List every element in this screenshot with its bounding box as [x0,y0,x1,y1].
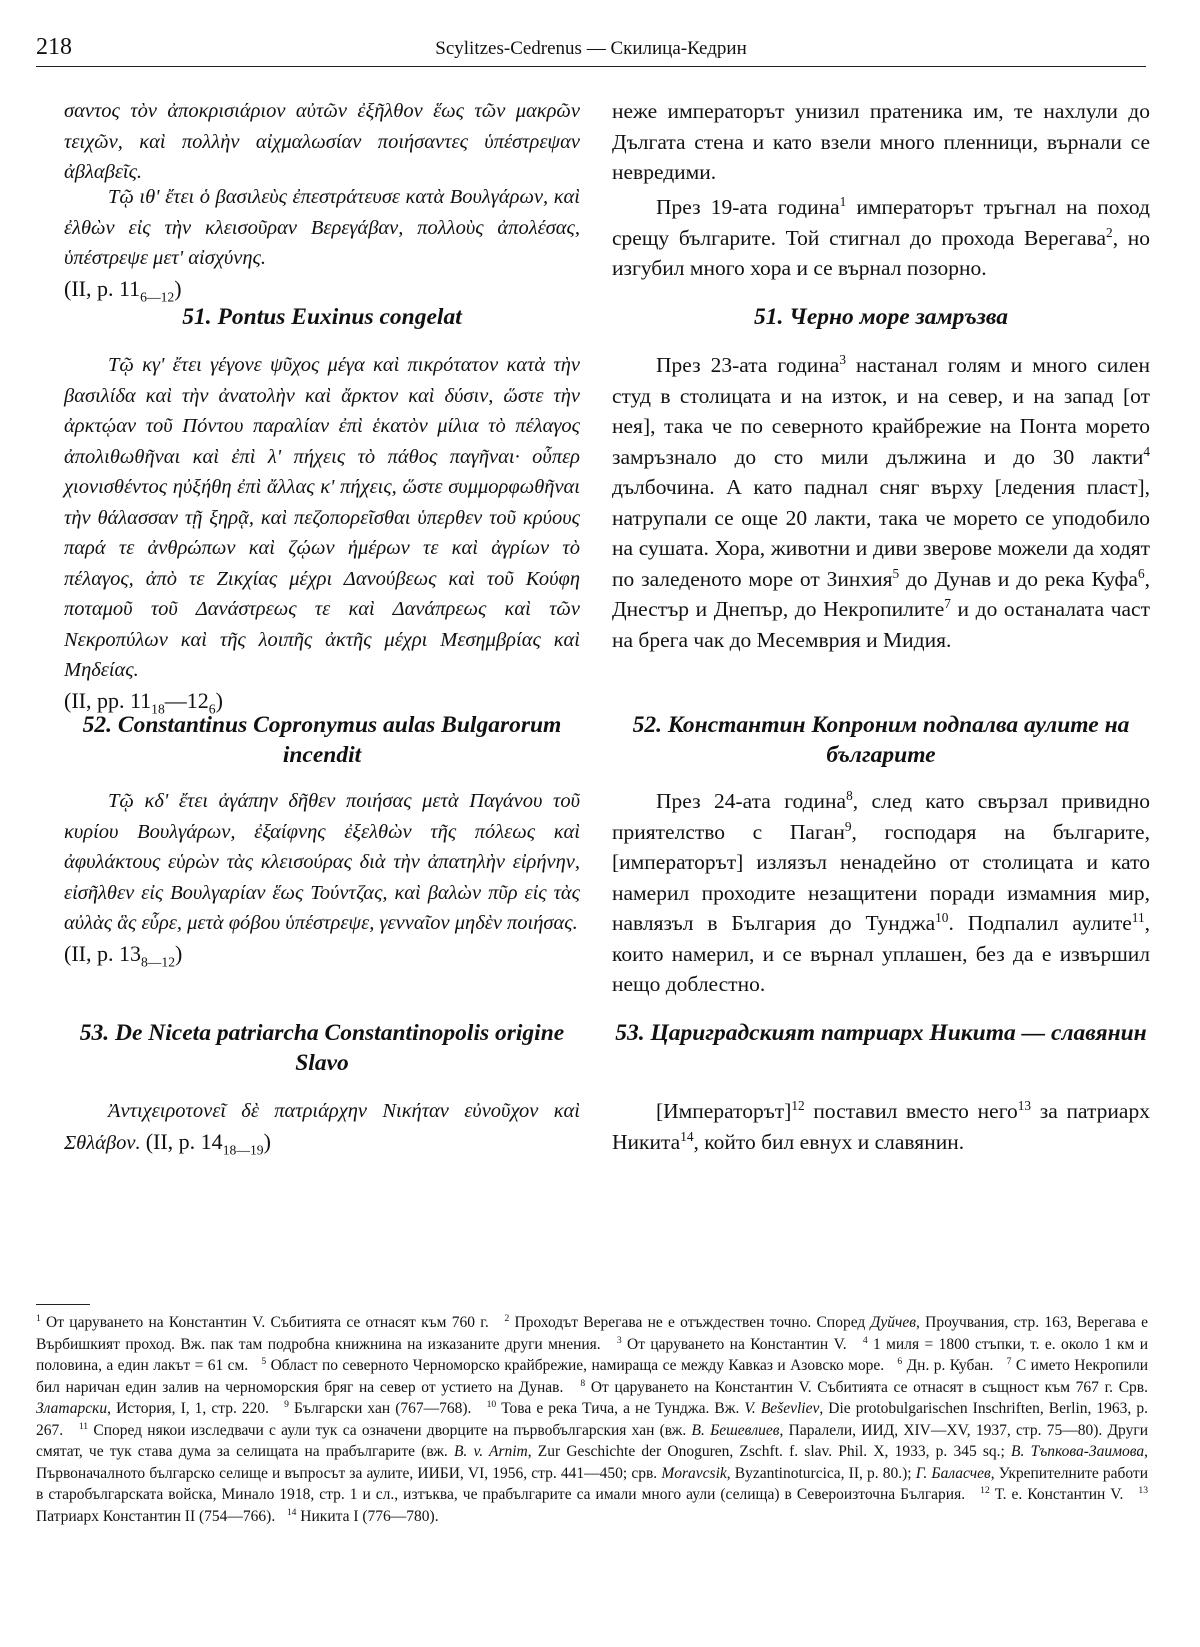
greek-paragraph [64,182,580,305]
greek-paragraph [64,1096,580,1158]
footnote-separator [36,1304,90,1305]
section-53-bulgarian-block [612,1096,1150,1157]
bulgarian-paragraph: През 19-ата година$^1$ императорът тръгнал на поход срещу българите. Той стигнал до прохода Верегава$^2$, но изгубил много хора и се върнал позорно. [612,193,1150,280]
greek-paragraph: σαντος τὸν ἀποκρισιάριον αὐτῶν ἐξῆλθον ἕως τῶν μακρῶν τειχῶν, καὶ πολλὴν αἰχμαλωσίαν ποιήσαντες ὑπέστρεψαν ἀβλαβεῖς. [64,100,580,183]
source-reference: (II, p. $14_{18—19}$) [145,1128,271,1157]
section-52-title-bulgarian: 52. Константин Копроним подпалва аулите на българите [632,712,1130,768]
section-51-title-bulgarian: 51. Черно море замръзва [754,304,1008,330]
footnote-marker: 11 [1131,909,1145,925]
footnote-marker: 10 [935,909,949,925]
source-reference: (II, p. $13_{8—12}$) [64,940,183,969]
section-53-greek-block [64,1096,580,1158]
greek-text: Τῷ ιθ' ἔτει ὁ βασιλεὺς ἐπεστράτευσε κατὰ Βουλγάρων, καὶ ἐλθὼν εἰς τὴν κλεισοῦραν Βερεγάβαν, πολλοὺς ἀπολέσας, ὑπέστρεψε μετ' αἰσχύνης. [64,186,580,269]
footnote-marker: 1 [839,193,847,209]
greek-paragraph [64,786,580,970]
bulgarian-paragraph: неже императорът унизил пратеника им, те нахлули до Дългата стена и като взели много пленници, върнали се невредими. [612,99,1150,184]
greek-text: Τῷ κδ' ἔτει ἀγάπην δῆθεν ποιήσας μετὰ Παγάνου τοῦ κυρίου Βουλγάρων, ἐξαίφνης ἐξελθὼν τῆς πόλεως καὶ ἀφυλάκτους εὑρὼν τὰς κλεισούρας διὰ τὴν ἀπατηλὴν εἰρήνην, εἰσῆλθεν εἰς Βουλγαρίαν ἕως Τούντζας, καὶ βαλὼν πῦρ εἰς τὰς αὐλὰς ἃς εὗρε, μετὰ φόβου ὑπέστρεψε, γενναῖον μηδὲν ποιήσας. [64,790,580,934]
section-52-title-latin: 52. Constantinus Copronymus aulas Bulgarorum incendit [82,712,562,768]
footnote-marker: 3 [839,351,847,367]
footnote-marker: 7 [944,595,951,611]
source-reference: (II, pp. $11_{18}—12_6$) [64,687,223,716]
footnote-marker: 5 [892,565,900,581]
greek-text: Τῷ κγ' ἔτει γέγονε ψῦχος μέγα καὶ πικρότατον κατὰ τὴν βασιλίδα καὶ τὴν ἀνατολὴν καὶ ἄρκτον καὶ δύσιν, ὥστε τὴν ἀρκτῴαν τοῦ Πόντου παραλίαν ἐπὶ ἑκατὸν μίλια τὸ πέλαγος ἀπολιθωθῆναι καὶ ἐπὶ λ' πήχεις τὸ πάθος παγῆναι· οὗπερ χιονισθέντος ηὐξήθη ἐπὶ ἄλλας κ' πήχεις, ὥστε συμμορφωθῆναι τὴν θάλασσαν τῇ ξηρᾷ, καὶ πεζοπορεῖσθαι ὑπερθεν τοῦ κρύους παρά τε ἀνθρώπων καὶ ζῴων ἡμέρων τε καὶ ἀγρίων τὸ πέλαγος, ἀπὸ τε Ζικχίας μέχρι Δανούβεως καὶ τοῦ Κούφη ποταμοῦ τοῦ Δανάστρεως τε καὶ Δανάπρεως καὶ τῶν Νεκροπύλων καὶ τῆς λοιπῆς ἀκτῆς μέχρι Μεσημβρίας καὶ Μηδείας. [64,354,580,681]
footnote-marker: 2 [1106,224,1113,240]
year19-bulgarian-block [612,192,1150,284]
footnote-marker: 13 [1017,1097,1032,1113]
intro-greek-block [64,96,580,188]
running-title: Scylitzes-Cedrenus — Скилица-Кедрин [435,38,747,59]
intro-bulgarian-block [612,96,1150,188]
page-header [36,34,1146,67]
footnote-marker: 4 [1143,443,1150,459]
greek-paragraph [64,350,580,717]
year19-greek-block [64,182,580,305]
page-number: 218 [36,34,72,60]
source-reference: (II, p. $11_{6—12}$) [64,275,182,304]
section-52-greek-block [64,786,580,970]
section-51-bulgarian-block [612,350,1150,655]
bulgarian-paragraph: През 24-ата година$^8$, след като свързал привидно приятелство с Паган$^9$, господаря на българите, [императорът] излязъл ненадейно от столицата и като намерил проходите незащитени поради измамния мир, навлязъл в България до Тунджа$^{10}$. Подпалил аулите$^{11}$, които намерил, и се върнал уплашен, без да е извършил нещо доблестно. [612,787,1151,996]
footnote-marker: 8 [846,787,853,803]
section-53-title-latin: 53. De Niceta patriarcha Constantinopolis origine Slavo [79,1020,565,1076]
bulgarian-paragraph: [Императорът]$^{12}$ поставил вместо него$^{13}$ за патриарх Никита$^{14}$, който бил евнух и славянин. [612,1097,1150,1154]
footnote-marker: 14 [680,1128,694,1144]
footnote-marker: 6 [1137,565,1145,581]
footnote-marker: 12 [791,1097,805,1113]
greek-text: Ἀντιχειροτονεῖ δὲ πατριάρχην Νικήταν εὐνοῦχον καὶ Σθλάβον. [64,1100,580,1154]
footnote-marker: 9 [844,818,852,834]
section-51-title-latin: 51. Pontus Euxinus congelat [182,304,462,330]
section-51-greek-block [64,350,580,717]
bulgarian-paragraph: През 23-ата година$^3$ настанал голям и много силен студ в столицата и на изток, и на север, и на запад [от нея], така че по северното крайбрежие на Понта морето замръзнало до сто мили дължина и до 30 лакти$^4$ дълбочина. А като паднал сняг върху [ледения пласт], натрупали се още 20 лакти, така че морето се уподобило на сушата. Хора, животни и диви зверове можели да ходят по заледеното море от Зинхия$^5$ до Дунав и до река Куфа$^6$, Днестър и Днепър, до Некропилите$^7$ и до останалата част на брега чак до Месемврия и Мидия. [612,351,1150,652]
footnotes: $^1$ От царуването на Константин V. Събитията се отнасят към 760 г. $^2$ Проходът Верегава не е отъждествен точно. Според Дуйчев, Проучвания, стр. 163, Верегава е Върбишкият проход. Вж. пак там подробна книжнина на изказаните други мнения. $^3$ От царуването на Константин V. $^4$ 1 миля = 1800 стъпки, т. е. около 1 км и половина, а един лакът = 61 см. $^5$ Област по северното Черноморско крайбрежие, намираща се между Кавказ и Азовско море. $^6$ Дн. р. Кубан. $^7$ С името Некропили бил наричан един залив на черноморския бряг на север от устието на Дунав. $^8$ От царуването на Константин V. Събитията се отнасят в същност към 767 г. Срв. Златарски, История, I, 1, стр. 220. $^9$ Български хан (767—768). $^{10}$ Това е река Тича, а не Тунджа. Вж. V. Beševliev, Die protobulgarischen Inschriften, Berlin, 1963, p. 267. $^{11}$ Според някои изследвачи с аули тук са означени дворците на първобългарския хан (вж. В. Бешевлиев, Паралели, ИИД, XIV—XV, 1937, стр. 75—80). Други смятат, че тук става дума за селищата на прабългарите (вж. B. v. Arnim, Zur Geschichte der Onoguren, Zschft. f. slav. Phil. X, 1933, p. 345 sq.; В. Тъпкова-Заимова, Първоначалното българско селище и въпросът за аулите, ИИБИ, VI, 1956, стр. 441—450; срв. Moravcsik, Byzantinoturcica, II, p. 80.); Г. Баласчев, Укрепителните работи в старобългарската войска, Минало 1918, стр. 1 и сл., изтъква, че прабългарите са имали много аули (селища) в Североизточна България. $^{12}$ Т. е. Константин V. $^{13}$ Патриарх Константин II (754—766). $^{14}$ Никита I (776—780). [36,1312,1149,1525]
section-53-title-bulgarian: 53. Цариградският патриарх Никита — славянин [615,1020,1147,1046]
section-52-bulgarian-block [612,786,1150,1000]
